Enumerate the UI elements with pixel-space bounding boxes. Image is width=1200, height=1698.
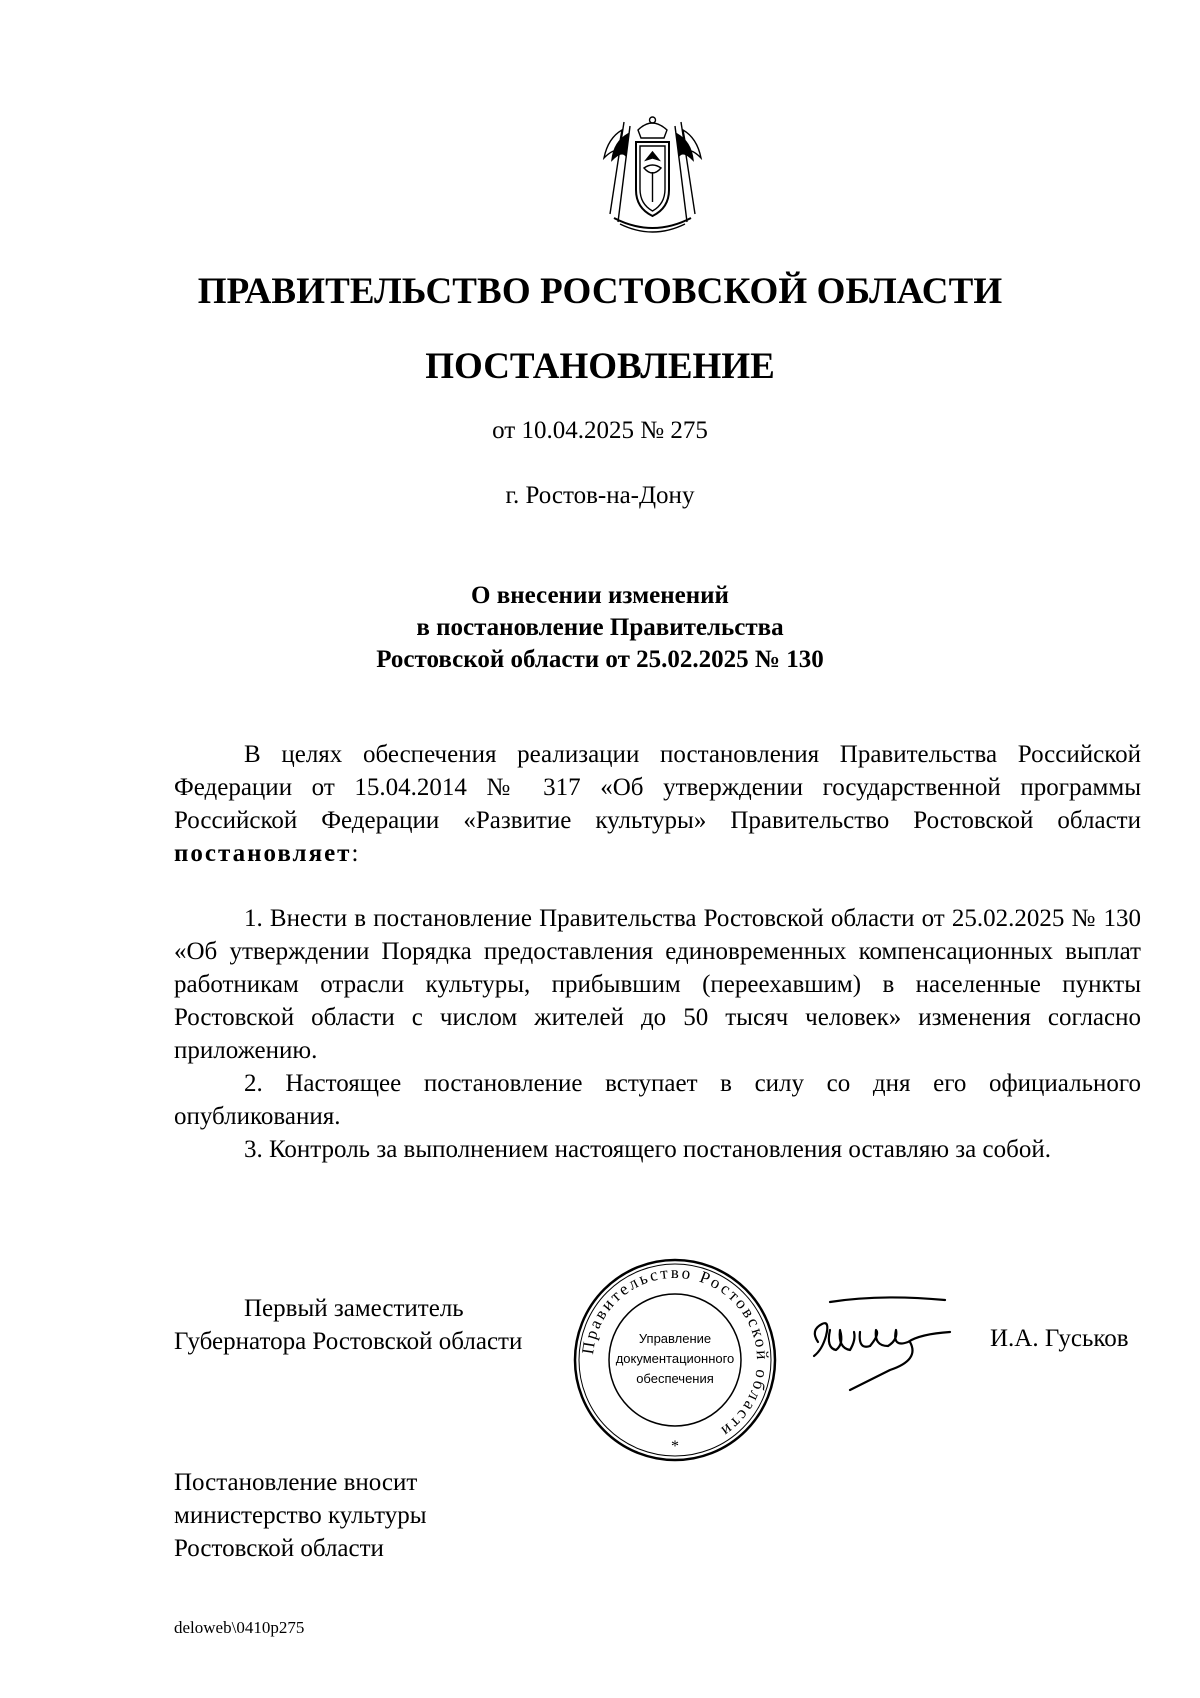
resolution-items	[174, 902, 1141, 1166]
introduced-by-line: Постановление вносит	[174, 1469, 418, 1496]
document-type: ПОСТАНОВЛЕНИЕ	[425, 346, 775, 387]
introduced-by-line: министерство культуры	[174, 1502, 427, 1529]
stamp-inner-line: Управление	[638, 1331, 712, 1346]
resolution-item: 2. Настоящее постановление вступает в силу со дня его официального опубликования.	[174, 1070, 1141, 1130]
document-city: г. Ростов-на-Дону	[505, 482, 695, 509]
official-stamp	[570, 1255, 780, 1465]
subject-line: в постановление Правительства	[416, 614, 784, 641]
document-code: deloweb\0410p275	[174, 1618, 305, 1637]
document-subject	[0, 580, 1200, 676]
coat-of-arms-icon	[600, 112, 705, 242]
organization-title: ПРАВИТЕЛЬСТВО РОСТОВСКОЙ ОБЛАСТИ	[197, 271, 1003, 312]
introduced-by	[174, 1466, 427, 1565]
signer-position-line: Губернатора Ростовской области	[174, 1328, 523, 1355]
preamble-text: В целях обеспечения реализации постановления Правительства Российской Федерации от 15.04.2014 № 317 «Об утверждении государственной программы Российской Федерации «Развитие культуры» Правительство Ростовской области	[174, 741, 1141, 834]
handwritten-signature	[800, 1290, 980, 1400]
preamble-emphasis: постановляет	[174, 840, 352, 867]
document-date-number: от 10.04.2025 № 275	[492, 417, 708, 444]
stamp-outer-text: Правительство Ростовской области	[578, 1262, 773, 1443]
resolution-item: 3. Контроль за выполнением настоящего постановления оставляю за собой.	[244, 1136, 1051, 1163]
signer-position-line: Первый заместитель	[244, 1295, 464, 1322]
stamp-inner-line: обеспечения	[636, 1371, 714, 1386]
introduced-by-line: Ростовской области	[174, 1535, 384, 1562]
stamp-inner-line: документационного	[615, 1351, 735, 1366]
stamp-star: *	[671, 1438, 679, 1455]
signer-name: И.А. Гуськов	[990, 1325, 1129, 1352]
signer-position	[174, 1292, 522, 1358]
subject-line: О внесении изменений	[471, 582, 729, 609]
subject-line: Ростовской области от 25.02.2025 № 130	[376, 646, 824, 673]
preamble-tail: :	[351, 840, 359, 867]
resolution-item: 1. Внести в постановление Правительства Ростовской области от 25.02.2025 № 130 «Об утверждении Порядка предоставления единовременных компенсационных выплат работникам отрасли культуры, прибывшим (переехавшим) в населенные пункты Ростовской области с числом жителей до 50 тысяч человек» изменения согласно приложению.	[174, 905, 1141, 1064]
preamble-paragraph	[174, 738, 1141, 870]
